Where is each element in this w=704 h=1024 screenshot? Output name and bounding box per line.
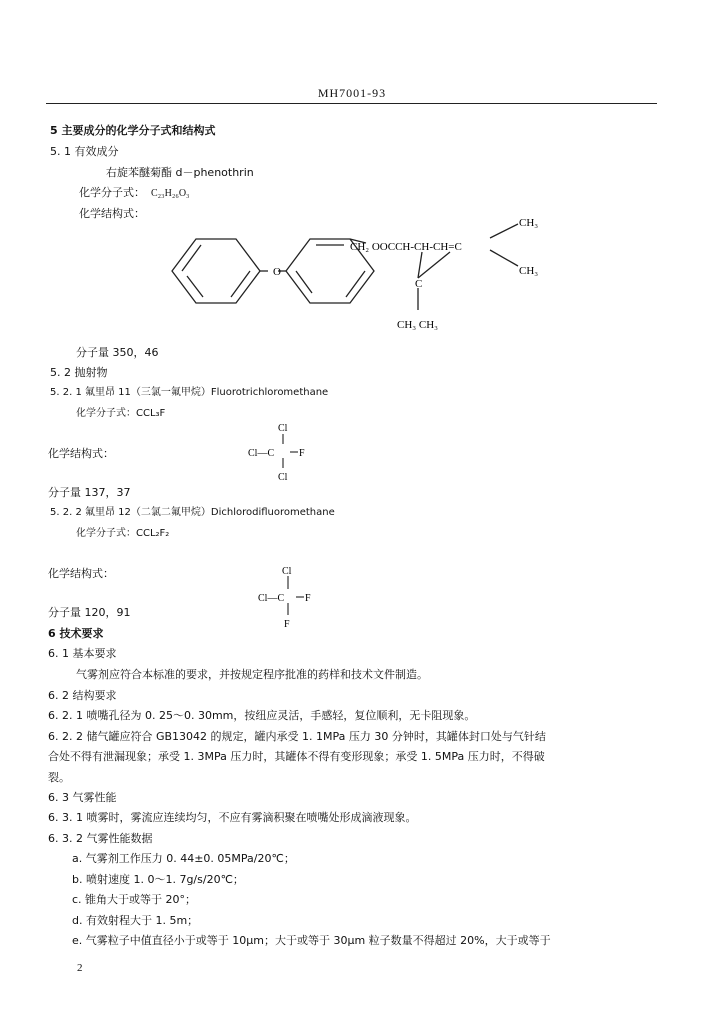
f11-structure-label: 化学结构式： <box>48 447 114 460</box>
phenothrin-formula-label: 化学分子式： <box>79 186 145 199</box>
f11-mw: 分子量 137，37 <box>48 486 131 499</box>
f11-top-atom: Cl <box>278 423 288 434</box>
phenothrin-structure <box>160 210 560 342</box>
section-5-title: 5 主要成分的化学分子式和结构式 <box>50 124 216 137</box>
phenothrin-mw: 分子量 350，46 <box>76 346 159 359</box>
f11-bottom-atom: Cl <box>278 472 288 483</box>
ester-chain: CH₂ OOCCH-CH-CH=C <box>350 241 462 253</box>
f12-structure <box>246 562 326 634</box>
section-5-2: 5. 2 抛射物 <box>50 366 108 379</box>
f12-structure-label: 化学结构式： <box>48 567 114 580</box>
header-rule <box>46 103 657 104</box>
section-6-2: 6. 2 结构要求 <box>48 689 117 702</box>
f12-top-atom: Cl <box>282 566 292 577</box>
section-6-1: 6. 1 基本要求 <box>48 647 117 660</box>
section-6-2-2-line2: 合处不得有泄漏现象；承受 1. 3MPa 压力时，其罐体不得有变形现象；承受 1. 5MPa 压力时，不得破 <box>48 750 545 763</box>
benzene-ring-left <box>172 239 260 303</box>
f12-bottom-atom: F <box>284 619 290 630</box>
phenothrin-formula: C₂₃H₂₆O₃ <box>151 188 190 199</box>
section-5-2-2: 5. 2. 2 氟里昂 12（二氯二氟甲烷）Dichlorodifluoromethane <box>50 507 335 518</box>
section-6-3-1: 6. 3. 1 喷雾时，雾流应连续均匀，不应有雾滴积聚在喷嘴处形成滴液现象。 <box>48 811 417 824</box>
section-6-2-2-line1: 6. 2. 2 储气罐应符合 GB13042 的规定，罐内承受 1. 1MPa 压力 30 分钟时，其罐体封口处与气针结 <box>48 730 546 743</box>
f11-structure <box>240 418 320 490</box>
f11-formula: 化学分子式：CCL₃F <box>76 408 166 419</box>
page-number: 2 <box>77 962 83 974</box>
f12-formula: 化学分子式：CCL₂F₂ <box>76 528 170 539</box>
gem-dimethyl: CH₃ CH₃ <box>397 319 438 331</box>
methyl-top: CH₃ <box>519 217 539 229</box>
ether-oxygen: O <box>273 266 281 278</box>
phenothrin-structure-label: 化学结构式： <box>79 207 145 220</box>
section-5-1: 5. 1 有效成分 <box>50 145 119 158</box>
section-6-1-text: 气雾剂应符合本标准的要求，并按规定程序批准的药样和技术文件制造。 <box>76 668 428 681</box>
f11-left-atoms: Cl—C <box>248 448 275 459</box>
f12-right-atom: F <box>305 593 311 604</box>
section-6-2-1: 6. 2. 1 喷嘴孔径为 0. 25～0. 30mm，按纽应灵活，手感轻，复位顺利，无卡阻现象。 <box>48 709 476 722</box>
list-item: b. 喷射速度 1. 0～1. 7g/s/20℃； <box>72 873 244 886</box>
section-6-title: 6 技术要求 <box>48 627 104 640</box>
cyclopropane-carbon: C <box>415 278 423 290</box>
list-item: d. 有效射程大于 1. 5m； <box>72 914 199 927</box>
f12-left-atoms: Cl—C <box>258 593 285 604</box>
section-6-3-2: 6. 3. 2 气雾性能数据 <box>48 832 153 845</box>
section-5-2-1: 5. 2. 1 氟里昂 11（三氯一氟甲烷）Fluorotrichloromethane <box>50 387 329 398</box>
list-item: a. 气雾剂工作压力 0. 44±0. 05MPa/20℃； <box>72 852 295 865</box>
section-6-3: 6. 3 气雾性能 <box>48 791 117 804</box>
methyl-right: CH₃ <box>519 265 539 277</box>
f12-mw: 分子量 120，91 <box>48 606 131 619</box>
phenothrin-name: 右旋苯醚菊酯 d－phenothrin <box>106 166 254 179</box>
document-code: MH7001-93 <box>317 86 387 100</box>
section-6-2-2-line3: 裂。 <box>48 771 70 784</box>
list-item: e. 气雾粒子中值直径小于或等于 10μm；大于或等于 30μm 粒子数量不得超过 20%，大于或等于 <box>72 934 551 947</box>
list-item: c. 锥角大于或等于 20°； <box>72 893 197 906</box>
f11-right-atom: F <box>299 448 305 459</box>
